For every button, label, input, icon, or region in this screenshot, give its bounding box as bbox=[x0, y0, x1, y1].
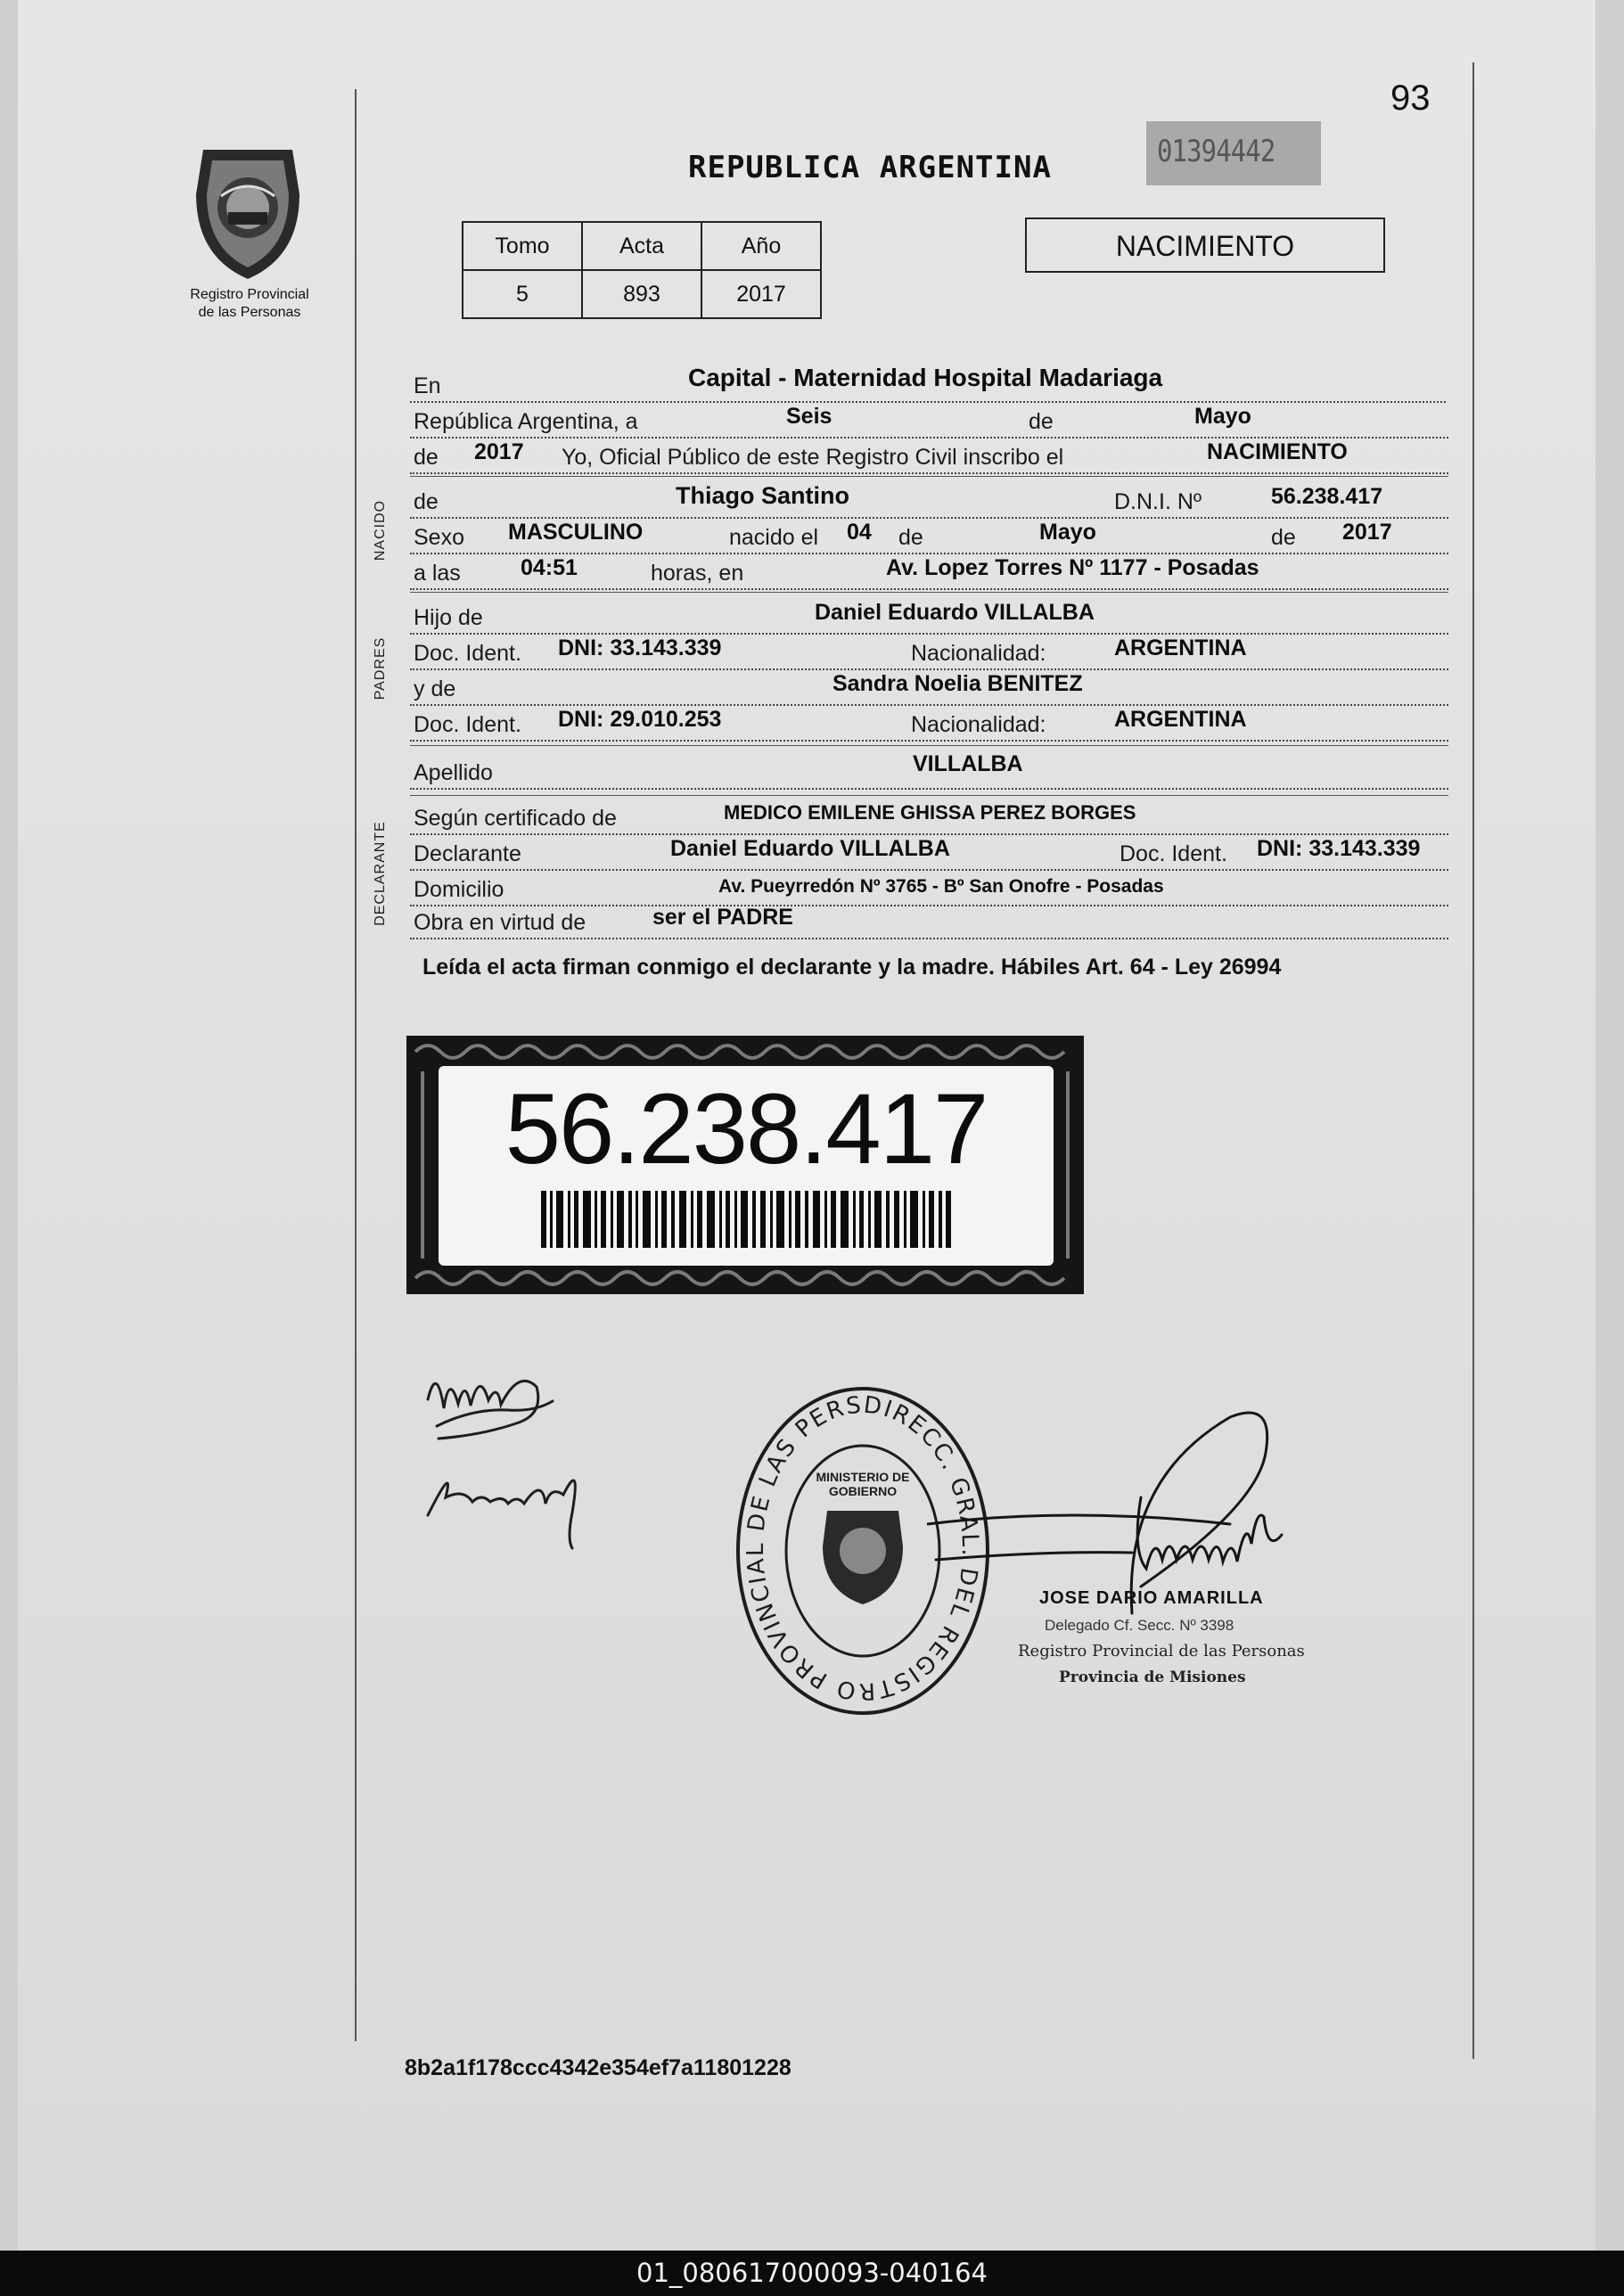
row-mother bbox=[410, 668, 1448, 706]
declarante-doc: DNI: 33.143.339 bbox=[1257, 836, 1421, 861]
separator-apellido bbox=[410, 795, 1448, 796]
inscribe-text: Yo, Oficial Público de este Registro Civil inscribo el bbox=[562, 445, 1064, 470]
official-name: JOSE DARIO AMARILLA bbox=[1039, 1588, 1264, 1608]
label-republica: República Argentina, a bbox=[414, 409, 638, 434]
serial-number: 01394442 bbox=[1157, 134, 1275, 169]
label-y-de: y de bbox=[414, 676, 456, 701]
row-father bbox=[410, 597, 1448, 635]
row-apellido bbox=[410, 749, 1448, 790]
separator-nacido bbox=[410, 592, 1448, 593]
place-value: Capital - Maternidad Hospital Madariaga bbox=[688, 364, 1163, 391]
label-hijo-de: Hijo de bbox=[414, 605, 483, 630]
mother-doc: DNI: 29.010.253 bbox=[558, 707, 722, 732]
label-doc-declarante: Doc. Ident. bbox=[1120, 841, 1227, 866]
row-mother-doc bbox=[410, 704, 1448, 742]
record-type: NACIMIENTO bbox=[1115, 230, 1295, 262]
father-nac: ARGENTINA bbox=[1114, 636, 1247, 660]
left-margin-line bbox=[355, 89, 357, 2041]
label-nacido-el: nacido el bbox=[729, 525, 819, 550]
date-day: Seis bbox=[786, 404, 833, 429]
mother-name: Sandra Noelia BENITEZ bbox=[833, 671, 1083, 696]
table-header-acta: Acta bbox=[582, 222, 701, 270]
row-father-doc bbox=[410, 633, 1448, 670]
label-dni-nacido: D.N.I. Nº bbox=[1114, 489, 1202, 514]
nacido-year: 2017 bbox=[1342, 520, 1392, 545]
hash-code: 8b2a1f178ccc4342e354ef7a11801228 bbox=[405, 2055, 791, 2080]
label-horas: horas, en bbox=[651, 561, 744, 586]
row-inscribe bbox=[410, 437, 1448, 474]
obra-value: ser el PADRE bbox=[652, 905, 793, 930]
page-number: 93 bbox=[1390, 78, 1431, 118]
nacido-day: 04 bbox=[847, 520, 872, 545]
right-margin-line bbox=[1472, 62, 1474, 2059]
separator-top bbox=[410, 476, 1448, 477]
label-de-month: de bbox=[1029, 409, 1054, 434]
label-apellido: Apellido bbox=[414, 760, 493, 785]
row-nacido-hora bbox=[410, 553, 1448, 590]
father-doc: DNI: 33.143.339 bbox=[558, 636, 722, 660]
table-value-tomo: 5 bbox=[463, 270, 582, 318]
row-certificado bbox=[410, 798, 1448, 835]
declarant-signatures bbox=[419, 1355, 686, 1569]
row-obra bbox=[410, 902, 1448, 939]
apellido-value: VILLALBA bbox=[913, 751, 1023, 776]
record-table bbox=[462, 221, 822, 319]
provincia-seal-logo bbox=[185, 141, 310, 283]
nacido-dni: 56.238.417 bbox=[1271, 484, 1383, 509]
inscribe-year: 2017 bbox=[474, 439, 524, 464]
row-place bbox=[410, 365, 1446, 403]
label-doc-mother: Doc. Ident. bbox=[414, 712, 521, 737]
table-header-tomo: Tomo bbox=[463, 222, 582, 270]
serial-number-stamp bbox=[1146, 121, 1321, 185]
seal-icon bbox=[185, 141, 310, 283]
father-name: Daniel Eduardo VILLALBA bbox=[815, 600, 1095, 625]
logo-caption-line2: de las Personas bbox=[198, 305, 301, 320]
footer-file-id: 01_080617000093-040164 bbox=[636, 2258, 988, 2288]
row-nacido-name bbox=[410, 481, 1448, 519]
label-de-1: de bbox=[898, 525, 923, 550]
header-title: REPUBLICA ARGENTINA bbox=[688, 150, 1052, 185]
section-label-nacido: NACIDO bbox=[373, 499, 388, 562]
label-nac-father: Nacionalidad: bbox=[911, 641, 1046, 666]
table-value-acta: 893 bbox=[582, 270, 701, 318]
official-org: Registro Provincial de las Personas bbox=[1018, 1642, 1305, 1660]
footer-bar bbox=[0, 2251, 1624, 2296]
nacido-month: Mayo bbox=[1039, 520, 1096, 545]
closing-note: Leída el acta firman conmigo el declarante y la madre. Hábiles Art. 64 - Ley 26994 bbox=[422, 955, 1282, 980]
label-obra: Obra en virtud de bbox=[414, 910, 586, 935]
domicilio-value: Av. Pueyrredón Nº 3765 - Bº San Onofre - Posadas bbox=[718, 876, 1164, 897]
row-domicilio bbox=[410, 869, 1448, 906]
label-certificado: Según certificado de bbox=[414, 806, 617, 831]
barcode-icon bbox=[541, 1191, 951, 1248]
nacido-location: Av. Lopez Torres Nº 1177 - Posadas bbox=[886, 555, 1259, 580]
table-header-anio: Año bbox=[701, 222, 821, 270]
official-province: Provincia de Misiones bbox=[1059, 1669, 1246, 1686]
label-declarante: Declarante bbox=[414, 841, 521, 866]
label-nac-mother: Nacionalidad: bbox=[911, 712, 1046, 737]
row-declarante bbox=[410, 833, 1448, 871]
row-date bbox=[410, 401, 1448, 439]
sticker-dni-number: 56.238.417 bbox=[504, 1073, 988, 1185]
stamp-inner-seal-icon bbox=[823, 1511, 903, 1604]
separator-padres bbox=[410, 745, 1448, 746]
label-en: En bbox=[414, 373, 441, 398]
stamp-ring-text: DIRECC. GRAL. DEL REGISTRO PROVINCIAL DE LAS PERS bbox=[742, 1391, 984, 1705]
inscribe-value: NACIMIENTO bbox=[1207, 439, 1348, 464]
dni-sticker bbox=[406, 1036, 1084, 1294]
stamp-inner-text: MINISTERIO DE GOBIERNO bbox=[816, 1470, 910, 1498]
nacido-name: Thiago Santino bbox=[676, 482, 849, 509]
label-a-las: a las bbox=[414, 561, 461, 586]
label-sexo: Sexo bbox=[414, 525, 464, 550]
date-month: Mayo bbox=[1194, 404, 1251, 429]
logo-caption-line1: Registro Provincial bbox=[190, 287, 309, 302]
sticker-face bbox=[439, 1066, 1054, 1266]
label-domicilio: Domicilio bbox=[414, 877, 504, 902]
certificado-value: MEDICO EMILENE GHISSA PEREZ BORGES bbox=[724, 801, 1136, 824]
label-doc-father: Doc. Ident. bbox=[414, 641, 521, 666]
official-title: Delegado Cf. Secc. Nº 3398 bbox=[1045, 1617, 1234, 1634]
row-nacido-sexo bbox=[410, 517, 1448, 554]
section-label-declarante: DECLARANTE bbox=[373, 821, 388, 926]
record-type-box bbox=[1025, 217, 1385, 273]
declarante-name: Daniel Eduardo VILLALBA bbox=[670, 836, 950, 861]
table-value-anio: 2017 bbox=[701, 270, 821, 318]
label-de-nacido: de bbox=[414, 489, 439, 514]
label-de-2: de bbox=[1271, 525, 1296, 550]
nacido-sexo: MASCULINO bbox=[508, 520, 644, 545]
label-de-year: de bbox=[414, 445, 439, 470]
nacido-time: 04:51 bbox=[521, 555, 578, 580]
section-label-padres: PADRES bbox=[373, 636, 388, 701]
mother-nac: ARGENTINA bbox=[1114, 707, 1247, 732]
